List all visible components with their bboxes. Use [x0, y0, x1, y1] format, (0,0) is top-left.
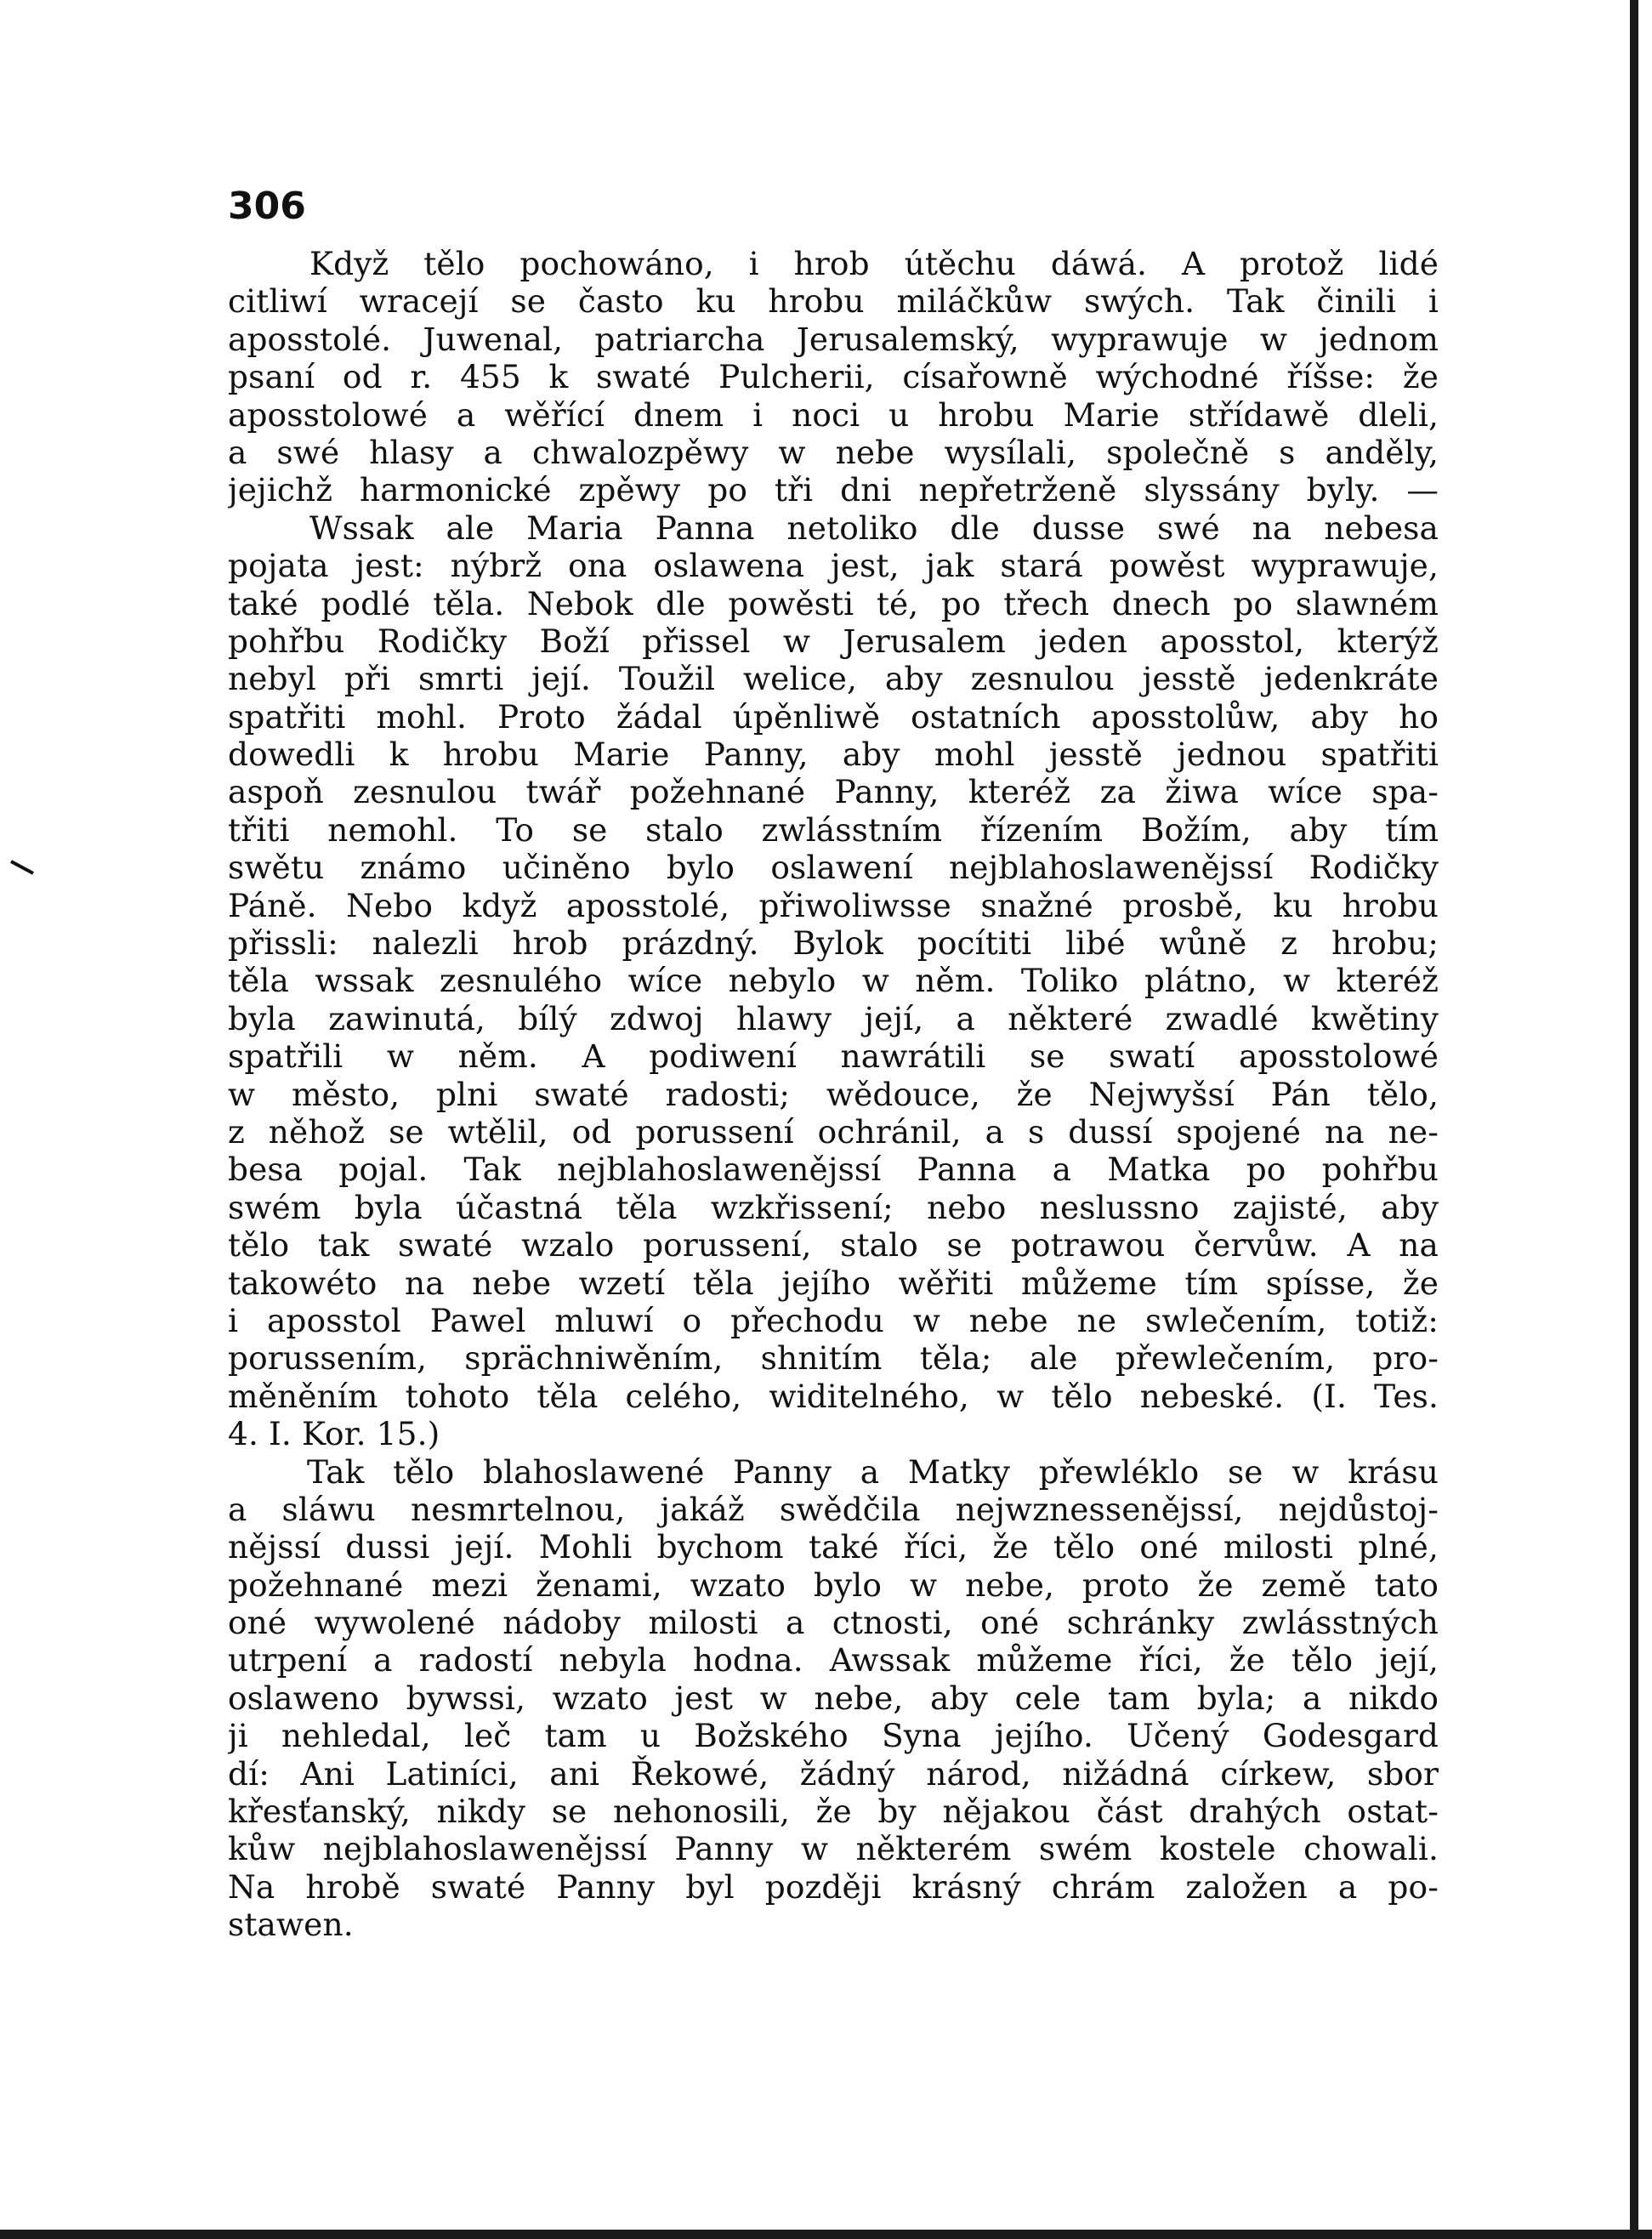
text-line: třiti nemohl. To se stalo zwlásstním řízením Božím, aby tím: [228, 810, 1439, 849]
text-line: přissli: nalezli hrob prázdný. Bylok pocítiti libé wůně z hrobu;: [228, 924, 1439, 963]
text-line: nějssí dussi její. Mohli bychom také říci, že tělo oné milosti plné,: [228, 1528, 1439, 1566]
text-line: pohřbu Rodičky Boží přissel w Jerusalem jeden aposstol, kterýž: [228, 622, 1439, 660]
text-line: Páně. Nebo když aposstolé, přiwoliwsse snažné prosbě, ku hrobu: [228, 886, 1439, 924]
page-body: [228, 245, 1439, 1944]
text-line: požehnané mezi ženami, wzato bylo w nebe, proto že země tato: [228, 1566, 1439, 1604]
text-line: dí: Ani Latiníci, ani Řekowé, žádný národ, nižádná církew, sbor: [228, 1754, 1439, 1793]
text-line: pojata jest: nýbrž ona oslawena jest, jak stará powěst wyprawuje,: [228, 547, 1439, 585]
text-line: Na hrobě swaté Panny byl později krásný chrám založen a po-: [228, 1867, 1439, 1906]
text-line: aspoň zesnulou twář požehnané Panny, kteréž za žiwa wíce spa-: [228, 773, 1439, 811]
text-line: křesťanský, nikdy se nehonosili, že by nějakou část drahých ostat-: [228, 1793, 1439, 1831]
scan-border-bottom: [0, 2230, 1652, 2239]
text-line: besa pojal. Tak nejblahoslawenějssí Panna a Matka po pohřbu: [228, 1151, 1439, 1189]
text-line: také podlé těla. Nebok dle powěsti té, po třech dnech po slawném: [228, 584, 1439, 622]
text-line: aposstolé. Juwenal, patriarcha Jerusalemský, wyprawuje w jednom: [228, 320, 1439, 358]
text-line: w město, plni swaté radosti; wědouce, že Nejwyšsí Pán tělo,: [228, 1075, 1439, 1113]
text-line: Tak tělo blahoslawené Panny a Matky přewléklo se w krásu: [307, 1452, 1439, 1491]
text-line: swém byla účastná těla wzkřissení; nebo neslussno zajisté, aby: [228, 1188, 1439, 1226]
text-line: a sláwu nesmrtelnou, jakáž swědčila nejwznessenějssí, nejdůstoj-: [228, 1490, 1439, 1528]
text-line: swětu známo učiněno bylo oslawení nejblahoslawenějssí Rodičky: [228, 849, 1439, 887]
text-line: spatřiti mohl. Proto žádal úpěnliwě ostatních aposstolůw, aby ho: [228, 697, 1439, 736]
margin-mark-icon: [10, 857, 34, 878]
book-page: [228, 183, 1439, 1944]
text-line: i aposstol Pawel mluwí o přechodu w nebe ne swlečením, totiž:: [228, 1301, 1439, 1339]
text-line: aposstolowé a wěřící dnem i noci u hrobu Marie střídawě dleli,: [228, 395, 1439, 434]
text-line: dowedli k hrobu Marie Panny, aby mohl jesstě jednou spatřiti: [228, 736, 1439, 774]
text-line: byla zawinutá, bílý zdwoj hlawy její, a některé zwadlé kwětiny: [228, 999, 1439, 1037]
text-line: jejichž harmonické zpěwy po tři dni nepřetrženě slyssány byly. —: [228, 471, 1439, 509]
scan-border-right: [1630, 0, 1638, 2239]
text-line: oslaweno bywssi, wzato jest w nebe, aby cele tam byla; a nikdo: [228, 1679, 1439, 1717]
text-line: kůw nejblahoslawenějssí Panny w některém swém kostele chowali.: [228, 1830, 1439, 1868]
text-line: a swé hlasy a chwalozpěwy w nebe wysílali, společně s anděly,: [228, 433, 1439, 471]
text-line: nebyl při smrti její. Toužil welice, aby zesnulou jesstě jedenkráte: [228, 660, 1439, 698]
text-line: z něhož se wtělil, od porussení ochránil, a s dussí spojené na ne-: [228, 1112, 1439, 1151]
text-line: tělo tak swaté wzalo porussení, stalo se potrawou červůw. A na: [228, 1226, 1439, 1264]
text-line: citliwí wracejí se často ku hrobu miláčkůw swých. Tak činili i: [228, 282, 1439, 321]
text-line: psaní od r. 455 k swaté Pulcherii, císařowně wýchodné říšse: že: [228, 358, 1439, 396]
text-line: utrpení a radostí nebyla hodna. Awssak můžeme říci, že tělo její,: [228, 1641, 1439, 1679]
text-line: ji nehledal, leč tam u Božského Syna jejího. Učený Godesgard: [228, 1717, 1439, 1755]
text-line: oné wywolené nádoby milosti a ctnosti, oné schránky zwlásstných: [228, 1604, 1439, 1642]
text-line: 4. I. Kor. 15.): [228, 1415, 440, 1453]
text-line: spatřili w něm. A podiwení nawrátili se swatí aposstolowé: [228, 1037, 1439, 1076]
text-line: těla wssak zesnulého wíce nebylo w něm. Toliko plátno, w kteréž: [228, 962, 1439, 1000]
text-line: Wssak ale Maria Panna netoliko dle dusse swé na nebesa: [309, 509, 1439, 547]
text-line: takowéto na nebe wzetí těla jejího wěřiti můžeme tím spísse, že: [228, 1264, 1439, 1302]
text-line: porussením, sprächniwěním, shnitím těla; ale přewlečením, pro-: [228, 1339, 1439, 1378]
text-line: stawen.: [228, 1906, 354, 1944]
page-number: 306: [228, 185, 306, 228]
text-line: Když tělo pochowáno, i hrob útěchu dáwá. A protož lidé: [309, 245, 1439, 282]
text-line: měněním tohoto těla celého, widitelného, w tělo nebeské. (I. Tes.: [228, 1377, 1439, 1415]
